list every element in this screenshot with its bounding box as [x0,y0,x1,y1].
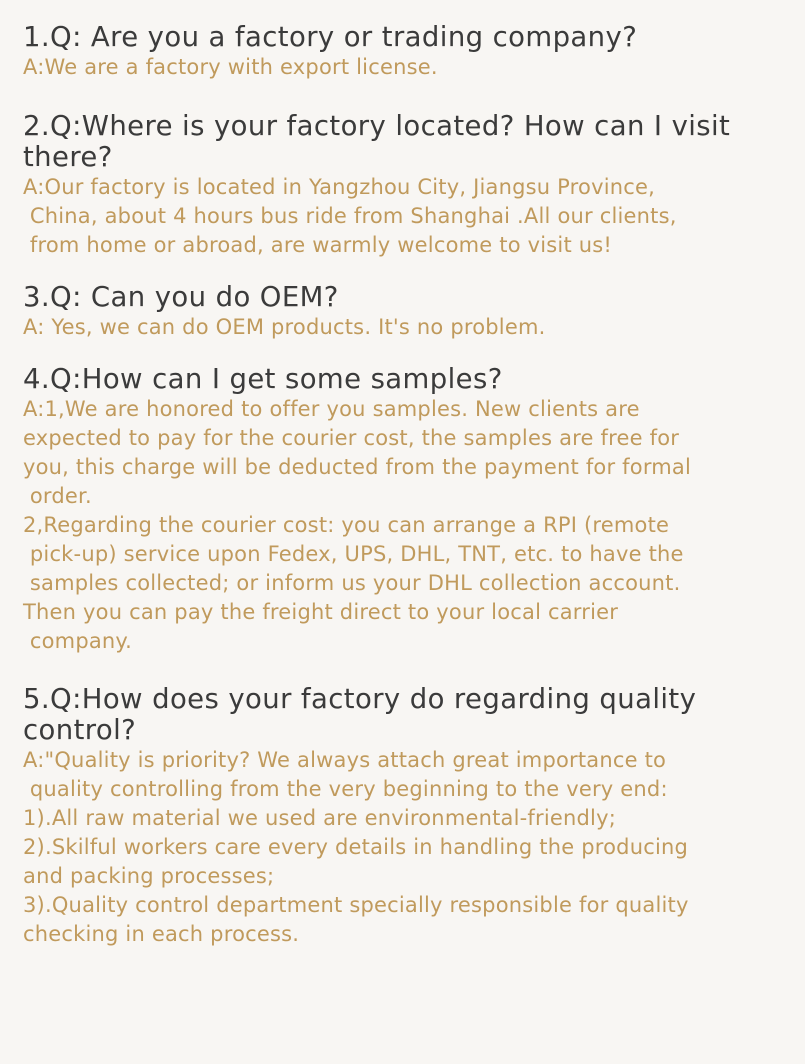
faq-item-1 [23,22,785,82]
faq-question-3: 3.Q: Can you do OEM? [23,281,339,313]
answer-line: Then you can pay the freight direct to your local carrier [23,600,619,624]
answer-line: samples collected; or inform us your DHL collection account. [23,571,681,595]
answer-line: A:1,We are honored to offer you samples. New clients are [23,397,640,421]
faq-item-4 [23,364,785,656]
faq-answer-4 [23,395,785,656]
faq-answer-3 [23,313,785,342]
answer-line: A:"Quality is priority? We always attach great importance to [23,748,667,772]
answer-line: checking in each process. [23,922,300,946]
answer-line: 3).Quality control department specially responsible for quality [23,893,689,917]
faq-question-2: 2.Q:Where is your factory located? How can I visit there? [23,110,731,173]
faq-question-4: 4.Q:How can I get some samples? [23,363,503,395]
faq-question-5: 5.Q:How does your factory do regarding quality control? [23,683,697,746]
answer-line: A: Yes, we can do OEM products. It's no problem. [23,315,546,339]
faq-answer-5 [23,746,785,949]
faq-item-5 [23,684,785,949]
answer-line: 2,Regarding the courier cost: you can arrange a RPI (remote [23,513,670,537]
answer-line: you, this charge will be deducted from the payment for formal [23,455,692,479]
answer-line: from home or abroad, are warmly welcome to visit us! [23,233,613,257]
answer-line: quality controlling from the very beginning to the very end: [23,777,668,801]
answer-line: and packing processes; [23,864,275,888]
answer-line: order. [23,484,92,508]
answer-line: 2).Skilful workers care every details in handling the producing [23,835,689,859]
answer-line: expected to pay for the courier cost, the samples are free for [23,426,680,450]
faq-answer-1 [23,53,785,82]
faq-question-1: 1.Q: Are you a factory or trading company? [23,21,638,53]
answer-line: pick-up) service upon Fedex, UPS, DHL, TNT, etc. to have the [23,542,684,566]
answer-line: 1).All raw material we used are environmental-friendly; [23,806,616,830]
faq-item-3 [23,282,785,342]
answer-line: China, about 4 hours bus ride from Shanghai .All our clients, [23,204,677,228]
answer-line: A:Our factory is located in Yangzhou City, Jiangsu Province, [23,175,655,199]
faq-item-2 [23,111,785,260]
answer-line: company. [23,629,132,653]
faq-answer-2 [23,173,785,260]
answer-line: A:We are a factory with export license. [23,55,438,79]
